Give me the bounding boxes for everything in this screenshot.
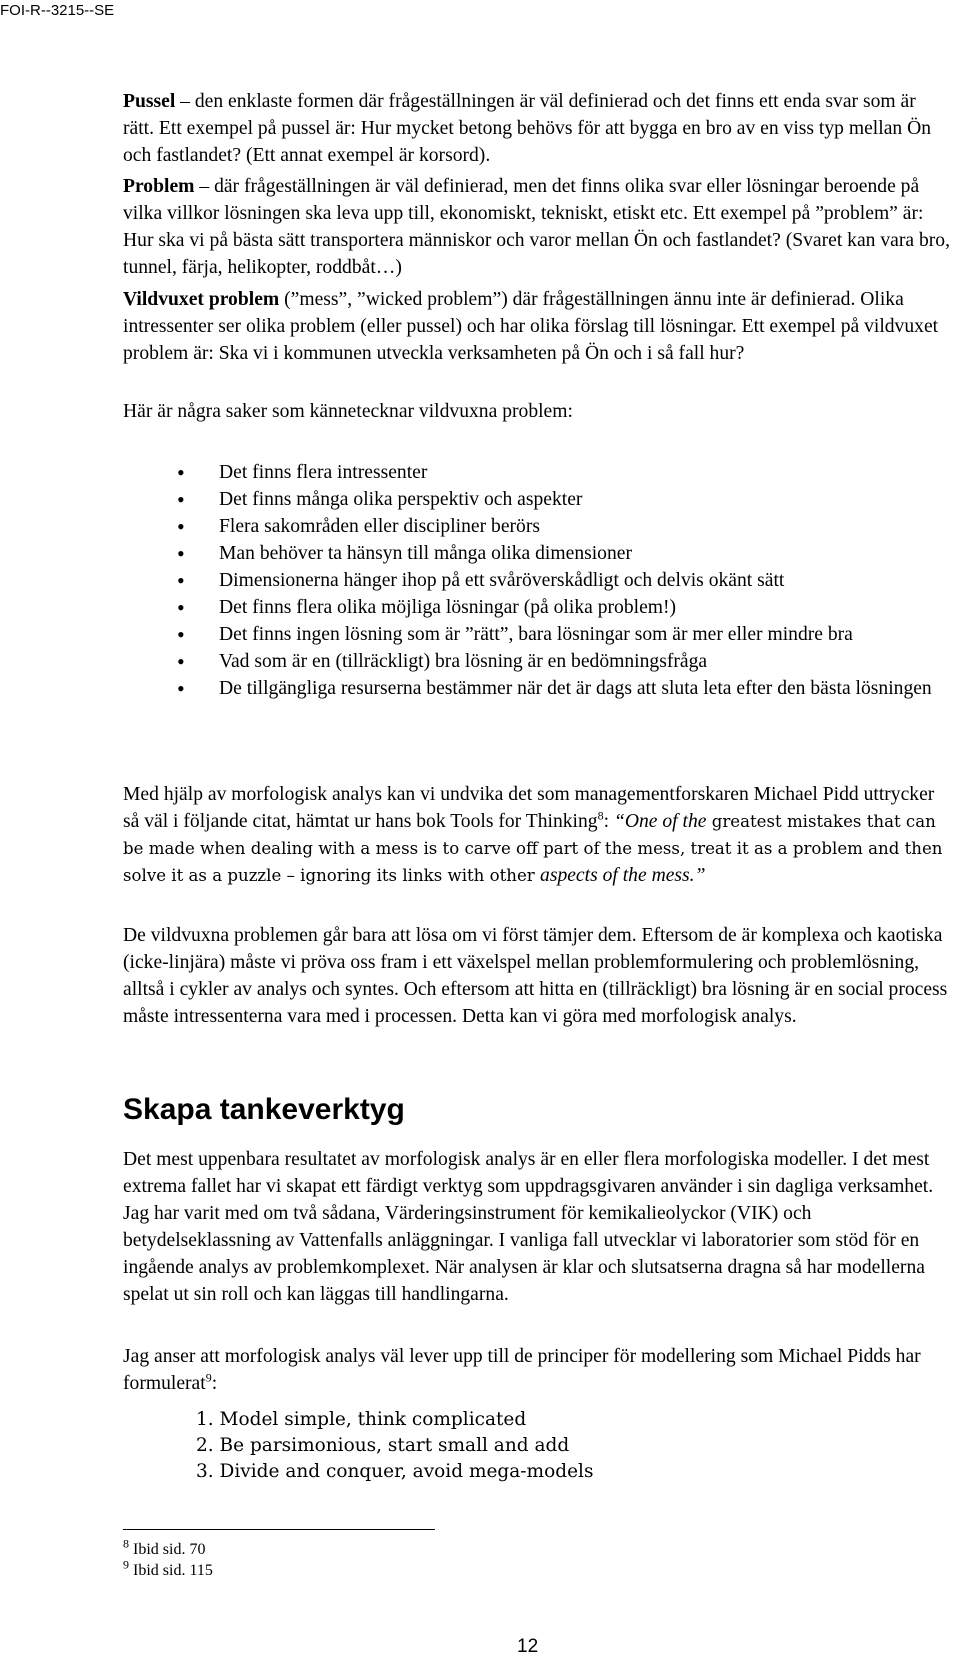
list-item: 3. Divide and conquer, avoid mega-models [196,1461,594,1482]
list-item: • Dimensionerna hänger ihop på ett svåröverskådligt och delvis okänt sätt [123,567,943,594]
footnote-ref-8[interactable]: 8 [597,808,604,823]
paragraph-vildvuxet: Vildvuxet problem (”mess”, ”wicked problem”) där frågeställningen ännu inte är definierad. Olika intressenter ser olika problem (eller pussel) och har olika förslag till lösningar. Ett exempel på vildvuxet problem är: Ska vi i kommunen utveckla verksamheten på Ön och i så fall hur? [123,289,939,364]
principles-list [196,1407,593,1485]
quote-start: “One of the [613,811,707,832]
paragraph-pidd-quote: Med hjälp av morfologisk analys kan vi undvika det som managementforskaren Michael Pidd uttrycker så väl i följande citat, hämtat ur hans bok Tools for Thinking$^8$: “One of the greatest mistakes that can be made when dealing with a mess is to carve off part of the mess, treat it as a problem and then solve it as a puzzle – ignoring its links with other aspects of the mess.” [123,784,943,886]
term-pussel: Pussel [123,91,176,112]
list-item: • Det finns ingen lösning som är ”rätt”, bara lösningar som är mer eller mindre bra [123,621,943,648]
quote-body: greatest mistakes that can be made when dealing with a mess is to carve off part of the mess, treat it as a problem and then solve it as a puzzle – ignoring its links with other [123,812,943,885]
list-item: • Det finns flera olika möjliga lösningar (på olika problem!) [123,594,943,621]
document-id-header: FOI-R--3215--SE [0,2,115,19]
list-item: 1. Model simple, think complicated [196,1409,527,1430]
term-vildvuxet: Vildvuxet problem [123,289,280,310]
characteristics-list [123,459,943,702]
list-item: • Det finns många olika perspektiv och aspekter [123,486,943,513]
term-problem: Problem [123,176,195,197]
paragraph-problem: Problem – där frågeställningen är väl definierad, men det finns olika svar eller lösningar beroende på vilka villkor lösningen ska leva upp till, ekonomiskt, tekniskt, etiskt etc. Ett exempel på ”problem” är: Hur ska vi på bästa sätt transportera människor och varor mellan Ön och fastlandet? (Svaret kan vara bro, tunnel, färja, helikopter, roddbåt…) [123,176,951,278]
footnote-ref-9[interactable]: 9 [205,1370,212,1385]
footnote-8: $^8$ Ibid sid. 70 [123,1536,206,1558]
list-item: • Det finns flera intressenter [123,459,943,486]
list-item: • Man behöver ta hänsyn till många olika dimensioner [123,540,943,567]
page-number: 12 [517,1636,539,1657]
list-item: • Vad som är en (tillräckligt) bra lösning är en bedömningsfråga [123,648,943,675]
paragraph-principer: Jag anser att morfologisk analys väl lever upp till de principer för modellering som Michael Pidds har formulerat$^9$: [123,1346,921,1394]
footnote-divider [123,1529,435,1530]
list-intro: Här är några saker som kännetecknar vildvuxna problem: [123,401,573,422]
list-item: • Flera sakområden eller discipliner berörs [123,513,943,540]
list-item: 2. Be parsimonious, start small and add [196,1435,570,1456]
list-item: • De tillgängliga resurserna bestämmer när det är dags att sluta leta efter den bästa lösningen [123,675,943,702]
quote-end: aspects of the mess.” [540,865,706,886]
paragraph-modeller: Det mest uppenbara resultatet av morfologisk analys är en eller flera morfologiska modeller. I det mest extrema fallet har vi skapat ett färdigt verktyg som uppdragsgivaren använder i sin dagliga verksamhet. Jag har varit med om två sådana, Värderingsinstrument för kemikalieolyckor (VIK) och betydelseklassning av Vattenfalls anläggningar. I vanliga fall utvecklar vi laboratorier som stöd för en ingående analys av problemkomplexet. När analysen är klar och slutsatserna dragna så har modellerna spelat ut sin roll och kan läggas till handlingarna. [123,1149,934,1305]
paragraph-tamjer: De vildvuxna problemen går bara att lösa om vi först tämjer dem. Eftersom de är komplexa och kaotiska (icke-linjära) måste vi pröva oss fram i ett växelspel mellan problemformulering och problemlösning, alltså i cykler av analys och syntes. Och eftersom att hitta en (tillräckligt) bra lösning är en social process måste intressenterna vara med i processen. Detta kan vi göra med morfologisk analys. [123,925,948,1027]
section-title: Skapa tankeverktyg [123,1093,405,1126]
paragraph-pussel: Pussel – den enklaste formen där frågeställningen är väl definierad och det finns ett enda svar som är rätt. Ett exempel på pussel är: Hur mycket betong behövs för att bygga en bro av en viss typ mellan Ön och fastlandet? (Ett annat exempel är korsord). [123,91,932,166]
footnote-9: $^9$ Ibid sid. 115 [123,1557,213,1579]
